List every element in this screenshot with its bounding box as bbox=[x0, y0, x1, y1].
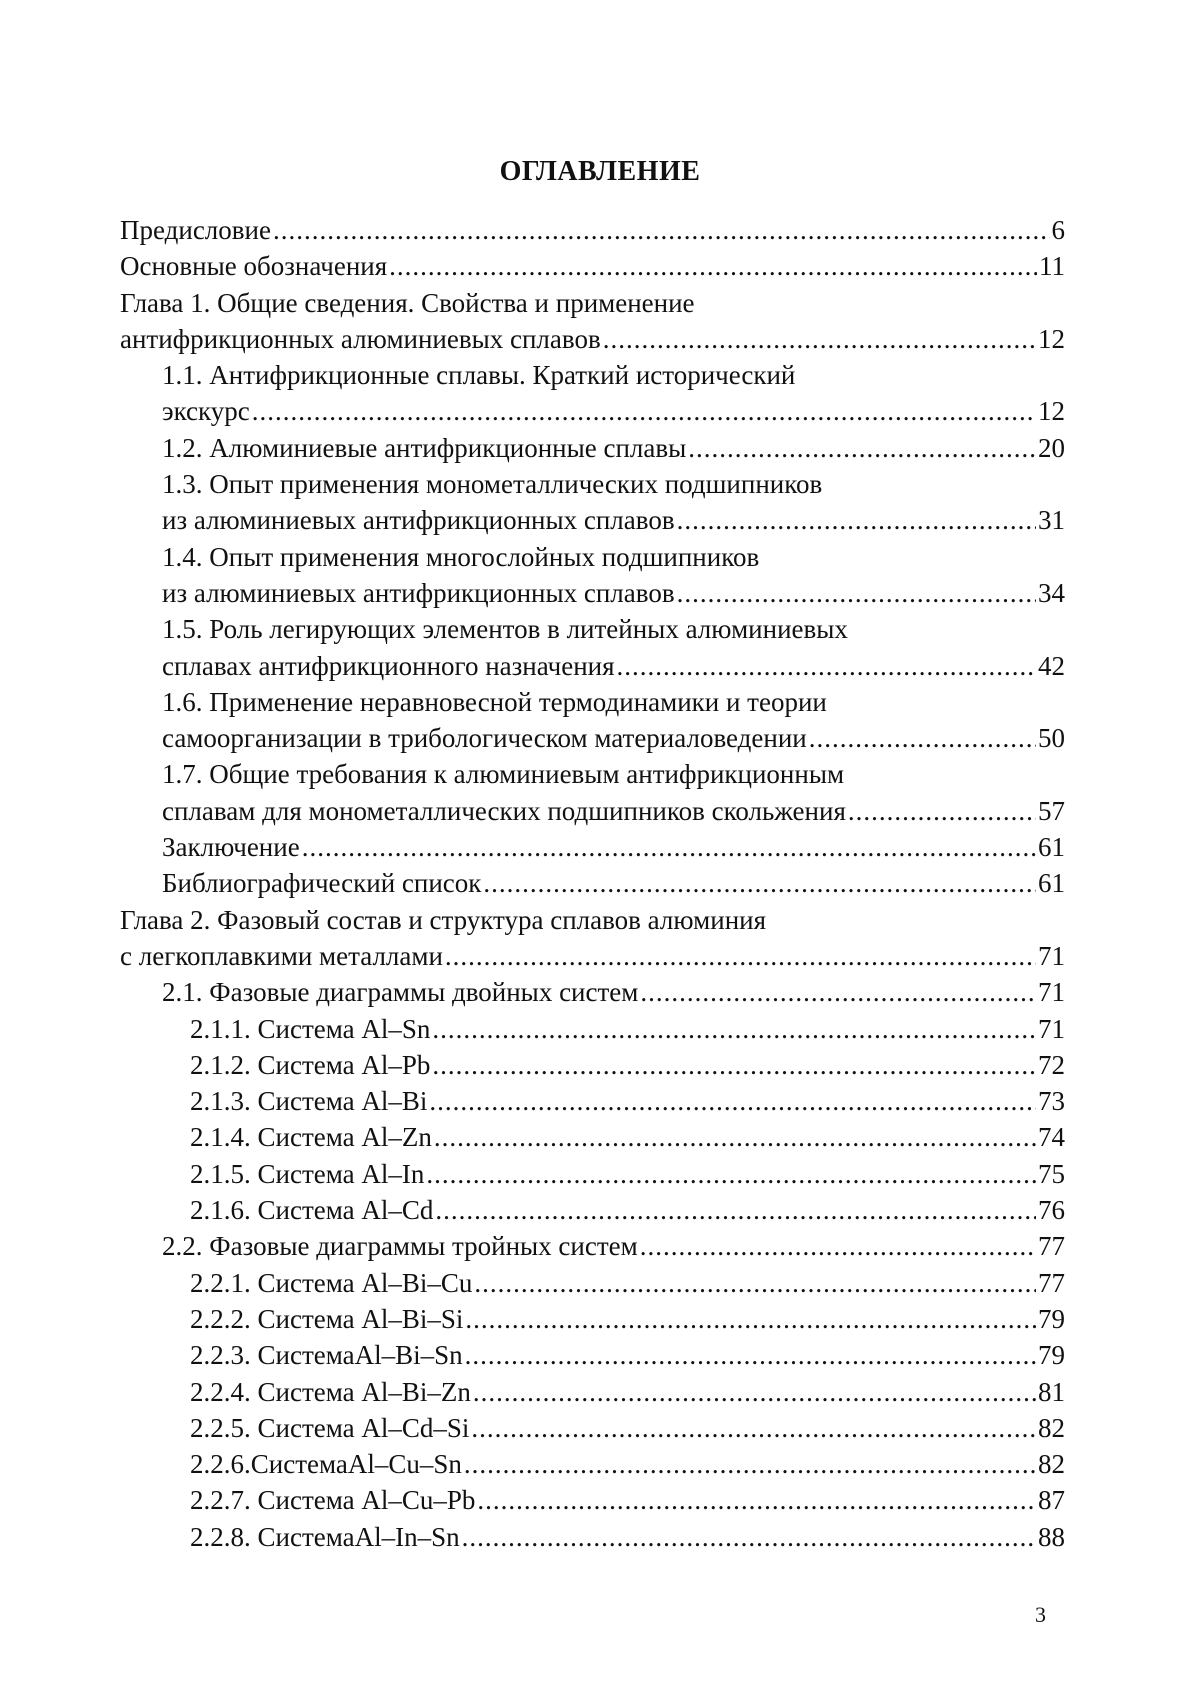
toc-entry-page-number: 11 bbox=[1039, 251, 1065, 282]
toc-entry[interactable] bbox=[120, 285, 1065, 358]
toc-entry[interactable] bbox=[120, 1446, 1065, 1482]
table-of-contents bbox=[120, 212, 1065, 1555]
toc-entry[interactable] bbox=[120, 902, 1065, 975]
toc-entry-title: 2.2.5. Система Al–Cd–Si bbox=[190, 1412, 470, 1443]
toc-entry[interactable] bbox=[120, 539, 1065, 612]
toc-entry[interactable] bbox=[120, 1301, 1065, 1337]
toc-entry-leader-row bbox=[162, 502, 1065, 538]
toc-entry-title: 2.1.1. Система Al–Sn bbox=[190, 1013, 431, 1044]
toc-entry-title: самоорганизации в трибологическом материаловедении bbox=[162, 723, 807, 754]
toc-entry-page-number: 88 bbox=[1038, 1521, 1065, 1552]
toc-entry-title-line: 1.3. Опыт применения монометаллических подшипников bbox=[162, 469, 823, 500]
dot-leader bbox=[677, 502, 1036, 538]
toc-entry-page-number: 74 bbox=[1038, 1122, 1065, 1153]
dot-leader bbox=[445, 938, 1036, 974]
toc-entry-title: Заключение bbox=[162, 832, 300, 863]
toc-entry-leader-row bbox=[190, 1119, 1065, 1155]
toc-entry-leader-row bbox=[162, 720, 1065, 756]
toc-entry-page-number: 76 bbox=[1038, 1195, 1065, 1226]
toc-entry-title: из алюминиевых антифрикционных сплавов bbox=[162, 577, 675, 608]
toc-entry-leader-row bbox=[190, 1519, 1065, 1555]
toc-entry-page-number: 34 bbox=[1038, 577, 1065, 608]
toc-entry[interactable] bbox=[120, 1482, 1065, 1518]
toc-entry-leader-row bbox=[190, 1011, 1065, 1047]
toc-entry-title-line: 1.1. Антифрикционные сплавы. Краткий исторический bbox=[162, 360, 796, 391]
toc-entry-page-number: 71 bbox=[1038, 977, 1065, 1008]
toc-entry-page-number: 71 bbox=[1038, 1013, 1065, 1044]
toc-entry-title: 2.1.4. Система Al–Zn bbox=[190, 1122, 432, 1153]
toc-entry-leader-row bbox=[120, 248, 1065, 284]
toc-entry[interactable] bbox=[120, 1265, 1065, 1301]
toc-entry[interactable] bbox=[120, 1192, 1065, 1228]
toc-entry[interactable] bbox=[120, 1047, 1065, 1083]
dot-leader bbox=[465, 1337, 1036, 1373]
toc-entry-leader-row bbox=[162, 430, 1065, 466]
toc-entry-leader-row bbox=[162, 648, 1065, 684]
toc-entry-leader-row bbox=[190, 1156, 1065, 1192]
toc-entry-leader-row bbox=[120, 321, 1065, 357]
toc-entry[interactable] bbox=[120, 212, 1065, 248]
toc-entry-title-line: Глава 2. Фазовый состав и структура сплавов алюминия bbox=[120, 904, 767, 935]
toc-entry[interactable] bbox=[120, 1156, 1065, 1192]
toc-entry-title: экскурс bbox=[162, 396, 250, 427]
toc-entry-title: 2.1.2. Система Al–Pb bbox=[190, 1049, 431, 1080]
toc-entry[interactable] bbox=[120, 684, 1065, 757]
toc-entry[interactable] bbox=[120, 357, 1065, 430]
toc-entry-page-number: 77 bbox=[1038, 1267, 1065, 1298]
toc-entry-title: 2.1.5. Система Al–In bbox=[190, 1158, 425, 1189]
dot-leader bbox=[471, 1410, 1036, 1446]
dot-leader bbox=[464, 1446, 1036, 1482]
toc-entry-title: 2.1. Фазовые диаграммы двойных систем bbox=[162, 977, 639, 1008]
toc-entry-title: 2.2.6.СистемаAl–Cu–Sn bbox=[190, 1449, 462, 1480]
toc-entry-title: 2.2.8. СистемаAl–In–Sn bbox=[190, 1521, 460, 1552]
dot-leader bbox=[809, 720, 1036, 756]
toc-entry-title: сплавам для монометаллических подшипников скольжения bbox=[162, 795, 846, 826]
toc-entry[interactable] bbox=[120, 1374, 1065, 1410]
toc-entry-leader-row bbox=[190, 1265, 1065, 1301]
dot-leader bbox=[848, 793, 1036, 829]
toc-entry[interactable] bbox=[120, 248, 1065, 284]
toc-entry-title-line: 1.5. Роль легирующих элементов в литейных алюминиевых bbox=[162, 614, 848, 645]
toc-entry-leader-row bbox=[190, 1337, 1065, 1373]
dot-leader bbox=[477, 1482, 1036, 1518]
toc-entry-title: 2.1.6. Система Al–Cd bbox=[190, 1195, 434, 1226]
toc-entry-leader-row bbox=[190, 1482, 1065, 1518]
toc-entry-leader-row bbox=[162, 1228, 1065, 1264]
toc-entry-leader-row bbox=[190, 1446, 1065, 1482]
page-title: ОГЛАВЛЕНИЕ bbox=[499, 156, 701, 187]
dot-leader bbox=[302, 829, 1036, 865]
toc-entry[interactable] bbox=[120, 974, 1065, 1010]
toc-entry-title: 2.2.7. Система Al–Cu–Pb bbox=[190, 1485, 476, 1516]
toc-entry-page-number: 82 bbox=[1038, 1412, 1065, 1443]
toc-entry-leader-row bbox=[162, 793, 1065, 829]
toc-entry-page-number: 12 bbox=[1038, 323, 1065, 354]
dot-leader bbox=[465, 1301, 1036, 1337]
toc-entry[interactable] bbox=[120, 611, 1065, 684]
toc-entry-title: 2.2.2. Система Al–Bi–Si bbox=[190, 1303, 464, 1334]
toc-entry-page-number: 73 bbox=[1038, 1086, 1065, 1117]
toc-entry[interactable] bbox=[120, 865, 1065, 901]
dot-leader bbox=[640, 974, 1036, 1010]
toc-entry-page-number: 77 bbox=[1038, 1231, 1065, 1262]
toc-entry-leader-row bbox=[162, 865, 1065, 901]
toc-entry-page-number: 61 bbox=[1038, 832, 1065, 863]
toc-entry[interactable] bbox=[120, 756, 1065, 829]
toc-entry[interactable] bbox=[120, 1519, 1065, 1555]
toc-entry-leader-row bbox=[190, 1083, 1065, 1119]
dot-leader bbox=[473, 1374, 1036, 1410]
toc-entry-title: 2.1.3. Система Al–Bi bbox=[190, 1086, 428, 1117]
toc-entry-title: 2.2.3. СистемаAl–Bi–Sn bbox=[190, 1340, 463, 1371]
toc-entry-page-number: 20 bbox=[1038, 432, 1065, 463]
toc-entry-page-number: 87 bbox=[1038, 1485, 1065, 1516]
toc-entry-page-number: 82 bbox=[1038, 1449, 1065, 1480]
dot-leader bbox=[462, 1519, 1036, 1555]
toc-entry-page-number: 57 bbox=[1038, 795, 1065, 826]
toc-entry-leader-row bbox=[190, 1047, 1065, 1083]
dot-leader bbox=[640, 1228, 1036, 1264]
toc-entry-page-number: 72 bbox=[1038, 1049, 1065, 1080]
toc-entry-title-line: Глава 1. Общие сведения. Свойства и применение bbox=[120, 287, 695, 318]
dot-leader bbox=[688, 430, 1036, 466]
dot-leader bbox=[617, 648, 1036, 684]
toc-entry-page-number: 71 bbox=[1038, 940, 1065, 971]
toc-entry-title: Основные обозначения bbox=[120, 251, 388, 282]
toc-entry-leader-row bbox=[162, 974, 1065, 1010]
dot-leader bbox=[432, 1047, 1036, 1083]
toc-entry-title: Библиографический список bbox=[162, 868, 482, 899]
toc-entry-title-line: 1.4. Опыт применения многослойных подшипников bbox=[162, 541, 760, 572]
toc-entry-title: 2.2. Фазовые диаграммы тройных систем bbox=[162, 1231, 638, 1262]
page-number: 3 bbox=[1035, 1602, 1046, 1627]
toc-entry-leader-row bbox=[120, 938, 1065, 974]
toc-entry-title-line: 1.7. Общие требования к алюминиевым антифрикционным bbox=[162, 759, 845, 790]
toc-entry-page-number: 81 bbox=[1038, 1376, 1065, 1407]
toc-entry-page-number: 61 bbox=[1038, 868, 1065, 899]
toc-entry[interactable] bbox=[120, 1011, 1065, 1047]
toc-entry-leader-row bbox=[162, 829, 1065, 865]
toc-entry[interactable] bbox=[120, 430, 1065, 466]
dot-leader bbox=[429, 1083, 1036, 1119]
dot-leader bbox=[435, 1192, 1036, 1228]
toc-entry-title: антифрикционных алюминиевых сплавов bbox=[120, 323, 601, 354]
dot-leader bbox=[434, 1119, 1036, 1155]
toc-entry-page-number: 12 bbox=[1038, 396, 1065, 427]
toc-entry-title: 2.2.4. Система Al–Bi–Zn bbox=[190, 1376, 471, 1407]
toc-entry[interactable] bbox=[120, 1228, 1065, 1264]
toc-entry-leader-row bbox=[120, 212, 1065, 248]
toc-entry-page-number: 50 bbox=[1038, 723, 1065, 754]
toc-entry-page-number: 79 bbox=[1038, 1340, 1065, 1371]
dot-leader bbox=[389, 248, 1037, 284]
toc-entry[interactable] bbox=[120, 1410, 1065, 1446]
toc-entry-leader-row bbox=[162, 575, 1065, 611]
dot-leader bbox=[432, 1011, 1036, 1047]
toc-entry-title: сплавах антифрикционного назначения bbox=[162, 650, 615, 681]
toc-entry[interactable] bbox=[120, 1119, 1065, 1155]
dot-leader bbox=[252, 393, 1036, 429]
toc-entry-page-number: 31 bbox=[1038, 505, 1065, 536]
toc-entry[interactable] bbox=[120, 1337, 1065, 1373]
dot-leader bbox=[603, 321, 1036, 357]
toc-entry-leader-row bbox=[162, 393, 1065, 429]
toc-entry-title: Предисловие bbox=[120, 215, 271, 245]
toc-entry-leader-row bbox=[190, 1410, 1065, 1446]
dot-leader bbox=[426, 1156, 1036, 1192]
toc-entry-leader-row bbox=[190, 1374, 1065, 1410]
dot-leader bbox=[474, 1265, 1036, 1301]
toc-entry-title: 2.2.1. Система Al–Bi–Cu bbox=[190, 1267, 473, 1298]
toc-entry[interactable] bbox=[120, 466, 1065, 539]
toc-entry-page-number: 79 bbox=[1038, 1303, 1065, 1334]
toc-entry[interactable] bbox=[120, 1083, 1065, 1119]
dot-leader bbox=[677, 575, 1036, 611]
toc-entry-page-number: 75 bbox=[1038, 1158, 1065, 1189]
toc-entry-page-number: 42 bbox=[1038, 650, 1065, 681]
toc-entry-title: с легкоплавкими металлами bbox=[120, 940, 443, 971]
toc-entry[interactable] bbox=[120, 829, 1065, 865]
toc-entry-leader-row bbox=[190, 1301, 1065, 1337]
toc-entry-title: 1.2. Алюминиевые антифрикционные сплавы bbox=[162, 432, 687, 463]
toc-entry-page-number: 6 bbox=[1051, 215, 1065, 245]
toc-entry-title-line: 1.6. Применение неравновесной термодинамики и теории bbox=[162, 686, 827, 717]
toc-entry-title: из алюминиевых антифрикционных сплавов bbox=[162, 505, 675, 536]
dot-leader bbox=[273, 212, 1050, 248]
dot-leader bbox=[483, 865, 1036, 901]
toc-entry-leader-row bbox=[190, 1192, 1065, 1228]
